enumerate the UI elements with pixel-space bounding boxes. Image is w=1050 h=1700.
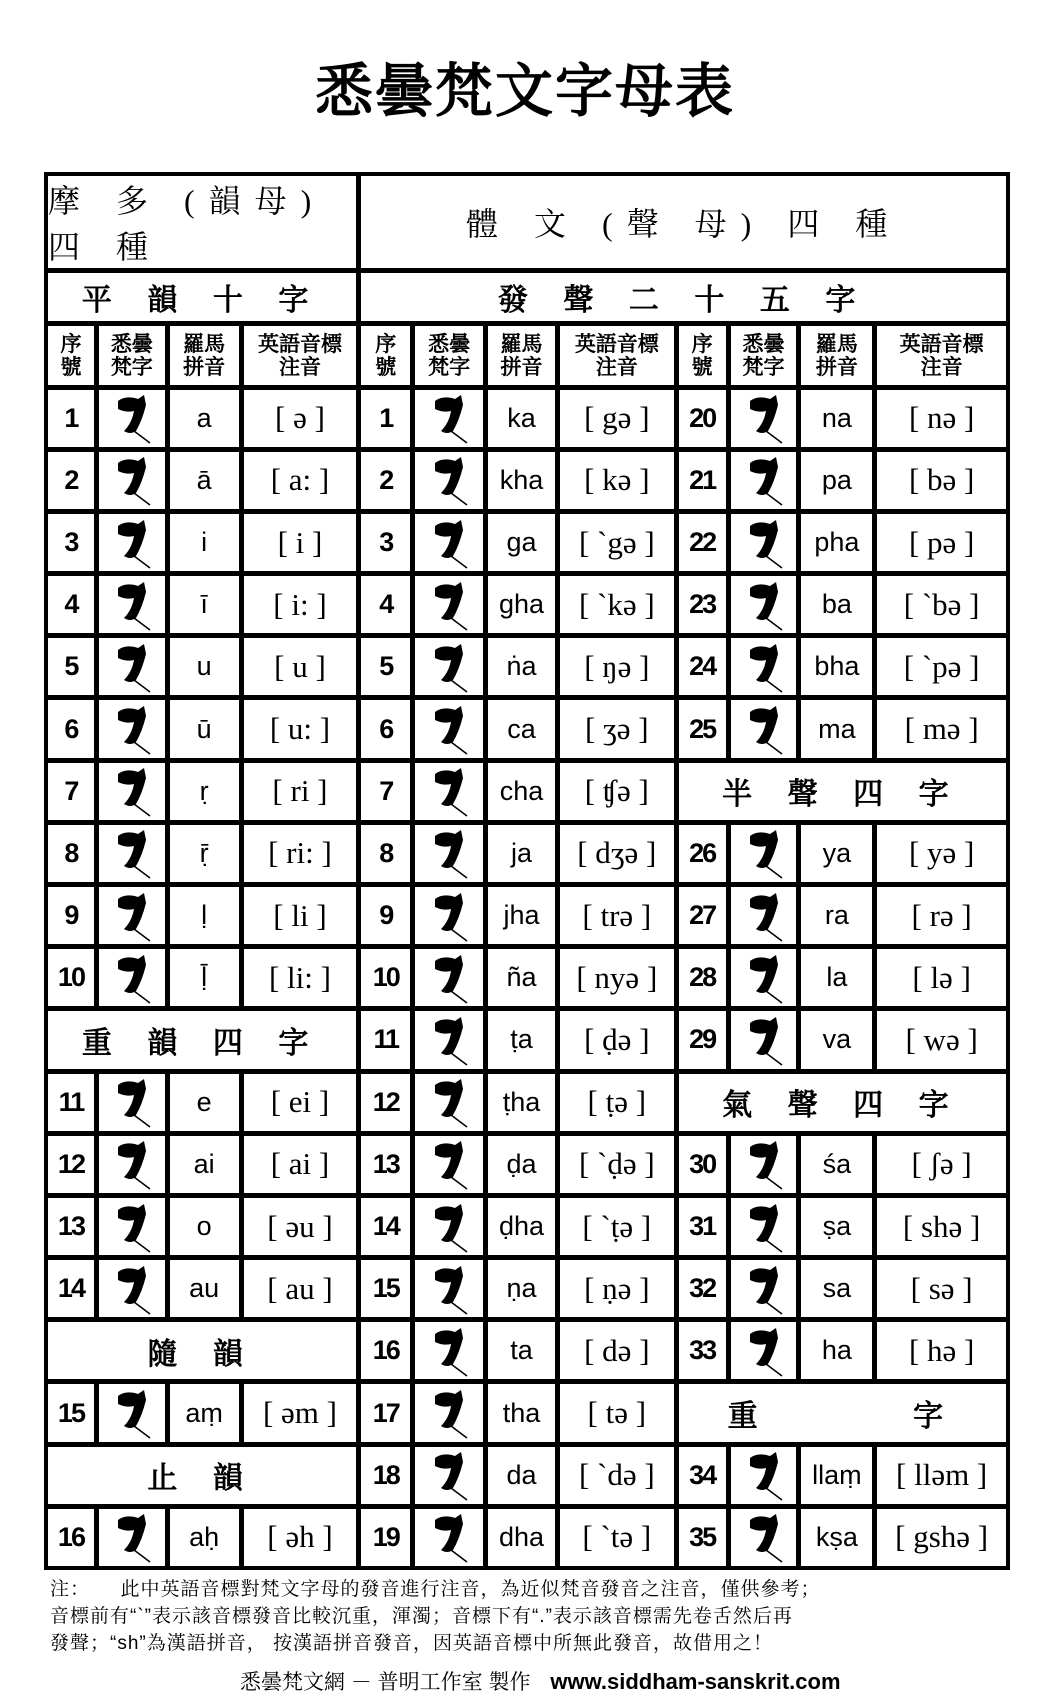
siddham-glyph-icon <box>731 452 797 509</box>
romanization: ba <box>801 576 872 633</box>
ipa-transcription: [ li ] <box>244 887 357 944</box>
ipa-transcription: [ əm ] <box>244 1384 357 1441</box>
romanization: ṛ <box>170 763 239 820</box>
romanization: u <box>170 638 239 695</box>
ipa-transcription: [ rə ] <box>877 887 1006 944</box>
section-consonants-heading: 體 文 (聲 母) 四 種 <box>361 176 1006 268</box>
siddham-glyph-icon <box>731 390 797 447</box>
section-conjuncts: 重 字 <box>679 1384 1006 1441</box>
siddham-glyph-icon <box>99 1384 165 1441</box>
siddham-glyph-icon <box>415 576 483 633</box>
ipa-transcription: [ trə ] <box>560 887 674 944</box>
romanization: ai <box>170 1136 239 1193</box>
siddham-glyph-icon <box>731 1011 797 1068</box>
siddham-glyph-icon <box>99 390 165 447</box>
ipa-transcription: [ tə ] <box>560 1384 674 1441</box>
romanization: ṅa <box>488 638 555 695</box>
letter-number: 4 <box>361 576 410 633</box>
letter-number: 21 <box>679 452 726 509</box>
letter-number: 35 <box>679 1509 726 1566</box>
ipa-transcription: [ i ] <box>244 514 357 571</box>
letter-number: 11 <box>361 1011 410 1068</box>
romanization: ya <box>801 825 872 882</box>
letter-number: 2 <box>48 452 94 509</box>
ipa-transcription: [ a: ] <box>244 452 357 509</box>
letter-number: 1 <box>361 390 410 447</box>
siddham-glyph-icon <box>99 514 165 571</box>
ipa-transcription: [ ṭə ] <box>560 1074 674 1131</box>
ipa-transcription: [ li: ] <box>244 949 357 1006</box>
romanization: ḹ <box>170 949 239 1006</box>
ipa-transcription: [ ə ] <box>244 390 357 447</box>
romanization: kha <box>488 452 555 509</box>
romanization: au <box>170 1260 239 1317</box>
siddham-glyph-icon <box>99 638 165 695</box>
letter-number: 2 <box>361 452 410 509</box>
siddham-glyph-icon <box>99 1074 165 1131</box>
romanization: ka <box>488 390 555 447</box>
ipa-transcription: [ `ṭə ] <box>560 1198 674 1255</box>
siddham-glyph-icon <box>99 576 165 633</box>
ipa-transcription: [ ʒə ] <box>560 700 674 757</box>
letter-number: 8 <box>48 825 94 882</box>
letter-number: 5 <box>48 638 94 695</box>
ipa-transcription: [ `pə ] <box>877 638 1006 695</box>
siddham-glyph-icon <box>415 390 483 447</box>
siddham-glyph-icon <box>99 1136 165 1193</box>
ipa-transcription: [ yə ] <box>877 825 1006 882</box>
siddham-glyph-icon <box>731 1447 797 1504</box>
romanization: ī <box>170 576 239 633</box>
siddham-glyph-icon <box>415 514 483 571</box>
romanization: tha <box>488 1384 555 1441</box>
letter-number: 13 <box>361 1136 410 1193</box>
siddham-glyph-icon <box>731 949 797 1006</box>
section-anusvara: 隨 韻 <box>48 1322 356 1379</box>
romanization: ū <box>170 700 239 757</box>
romanization: ṇa <box>488 1260 555 1317</box>
ipa-transcription: [ sə ] <box>877 1260 1006 1317</box>
ipa-transcription: [ ṇə ] <box>560 1260 674 1317</box>
letter-number: 7 <box>361 763 410 820</box>
letter-number: 9 <box>361 887 410 944</box>
romanization: jha <box>488 887 555 944</box>
siddham-glyph-icon <box>731 825 797 882</box>
letter-number: 10 <box>48 949 94 1006</box>
letter-number: 31 <box>679 1198 726 1255</box>
romanization: ta <box>488 1322 555 1379</box>
siddham-glyph-icon <box>731 887 797 944</box>
siddham-glyph-icon <box>415 763 483 820</box>
siddham-glyph-icon <box>731 1322 797 1379</box>
letter-number: 33 <box>679 1322 726 1379</box>
column-header-siddham: 悉曇 梵字 <box>99 326 165 384</box>
ipa-transcription: [ `bə ] <box>877 576 1006 633</box>
ipa-transcription: [ `də ] <box>560 1447 674 1504</box>
column-header-roman: 羅馬 拼音 <box>170 326 239 384</box>
letter-number: 8 <box>361 825 410 882</box>
ipa-transcription: [ ri ] <box>244 763 357 820</box>
note-line: 發聲；“sh”為漢語拼音， 按漢語拼音發音，因英語音標中所無此發音，故借用之！ <box>50 1633 774 1654</box>
romanization: a <box>170 390 239 447</box>
siddham-glyph-icon <box>415 825 483 882</box>
section-sibilants: 氣 聲 四 字 <box>679 1074 1006 1131</box>
letter-number: 15 <box>361 1260 410 1317</box>
ipa-transcription: [ `kə ] <box>560 576 674 633</box>
romanization: o <box>170 1198 239 1255</box>
section-semivowels: 半 聲 四 字 <box>679 763 1006 820</box>
column-header-number: 序 號 <box>361 326 410 384</box>
siddham-glyph-icon <box>415 1011 483 1068</box>
romanization: i <box>170 514 239 571</box>
romanization: dha <box>488 1509 555 1566</box>
ipa-transcription: [ ai ] <box>244 1136 357 1193</box>
siddham-glyph-icon <box>415 452 483 509</box>
romanization: na <box>801 390 872 447</box>
ipa-transcription: [ ʃə ] <box>877 1136 1006 1193</box>
ipa-transcription: [ əh ] <box>244 1509 357 1566</box>
ipa-transcription: [ nə ] <box>877 390 1006 447</box>
siddham-glyph-icon <box>415 887 483 944</box>
siddham-glyph-icon <box>99 887 165 944</box>
section-stops: 發 聲 二 十 五 字 <box>361 273 1006 321</box>
ipa-transcription: [ əu ] <box>244 1198 357 1255</box>
siddham-glyph-icon <box>731 1136 797 1193</box>
letter-number: 13 <box>48 1198 94 1255</box>
ipa-transcription: [ i: ] <box>244 576 357 633</box>
siddham-glyph-icon <box>99 1198 165 1255</box>
siddham-glyph-icon <box>415 1447 483 1504</box>
ipa-transcription: [ nyə ] <box>560 949 674 1006</box>
siddham-glyph-icon <box>415 1136 483 1193</box>
romanization: cha <box>488 763 555 820</box>
ipa-transcription: [ mə ] <box>877 700 1006 757</box>
romanization: e <box>170 1074 239 1131</box>
column-header-ipa: 英語音標 注音 <box>560 326 674 384</box>
ipa-transcription: [ ei ] <box>244 1074 357 1131</box>
notes <box>50 1576 1020 1657</box>
footer <box>240 1666 841 1696</box>
letter-number: 22 <box>679 514 726 571</box>
siddham-glyph-icon <box>99 763 165 820</box>
siddham-glyph-icon <box>99 825 165 882</box>
ipa-transcription: [ au ] <box>244 1260 357 1317</box>
letter-number: 6 <box>48 700 94 757</box>
ipa-transcription: [ u: ] <box>244 700 357 757</box>
romanization: ña <box>488 949 555 1006</box>
letter-number: 16 <box>48 1509 94 1566</box>
romanization: ā <box>170 452 239 509</box>
section-diphthongs: 重 韻 四 字 <box>48 1011 356 1068</box>
letter-number: 16 <box>361 1322 410 1379</box>
ipa-transcription: [ dʒə ] <box>560 825 674 882</box>
siddham-glyph-icon <box>731 638 797 695</box>
footer-credit: 悉曇梵文網 － 普明工作室 製作 <box>240 1671 531 1694</box>
column-header-number: 序 號 <box>48 326 94 384</box>
ipa-transcription: [ də ] <box>560 1322 674 1379</box>
romanization: gha <box>488 576 555 633</box>
letter-number: 20 <box>679 390 726 447</box>
siddham-glyph-icon <box>731 1198 797 1255</box>
romanization: ḍha <box>488 1198 555 1255</box>
column-header-siddham: 悉曇 梵字 <box>415 326 483 384</box>
siddham-glyph-icon <box>415 1384 483 1441</box>
siddham-glyph-icon <box>731 1260 797 1317</box>
romanization: llaṃ <box>801 1447 872 1504</box>
letter-number: 10 <box>361 949 410 1006</box>
romanization: ṭha <box>488 1074 555 1131</box>
ipa-transcription: [ wə ] <box>877 1011 1006 1068</box>
section-vowels-heading: 摩 多 (韻母) 四 種 <box>48 176 356 268</box>
letter-number: 26 <box>679 825 726 882</box>
romanization: la <box>801 949 872 1006</box>
romanization: pa <box>801 452 872 509</box>
ipa-transcription: [ shə ] <box>877 1198 1006 1255</box>
siddham-glyph-icon <box>731 1509 797 1566</box>
letter-number: 4 <box>48 576 94 633</box>
letter-number: 28 <box>679 949 726 1006</box>
ipa-transcription: [ u ] <box>244 638 357 695</box>
letter-number: 14 <box>361 1198 410 1255</box>
romanization: kṣa <box>801 1509 872 1566</box>
romanization: aṃ <box>170 1384 239 1441</box>
ipa-transcription: [ `ḍə ] <box>560 1136 674 1193</box>
romanization: śa <box>801 1136 872 1193</box>
letter-number: 27 <box>679 887 726 944</box>
ipa-transcription: [ gə ] <box>560 390 674 447</box>
ipa-transcription: [ ḍə ] <box>560 1011 674 1068</box>
siddham-glyph-icon <box>415 1260 483 1317</box>
romanization: ṭa <box>488 1011 555 1068</box>
ipa-transcription: [ ŋə ] <box>560 638 674 695</box>
siddham-glyph-icon <box>731 700 797 757</box>
siddham-glyph-icon <box>415 638 483 695</box>
romanization: bha <box>801 638 872 695</box>
section-visarga: 止 韻 <box>48 1447 356 1504</box>
letter-number: 30 <box>679 1136 726 1193</box>
siddham-glyph-icon <box>415 1074 483 1131</box>
siddham-glyph-icon <box>99 700 165 757</box>
page-title: 悉曇梵文字母表 <box>314 59 735 124</box>
siddham-glyph-icon <box>415 1509 483 1566</box>
ipa-transcription: [ lə ] <box>877 949 1006 1006</box>
letter-number: 12 <box>361 1074 410 1131</box>
romanization: sa <box>801 1260 872 1317</box>
siddham-glyph-icon <box>415 949 483 1006</box>
website-link[interactable]: www.siddham-sanskrit.com <box>550 1669 841 1694</box>
romanization: ma <box>801 700 872 757</box>
romanization: pha <box>801 514 872 571</box>
siddham-glyph-icon <box>99 949 165 1006</box>
column-header-roman: 羅馬 拼音 <box>488 326 555 384</box>
romanization: ṝ <box>170 825 239 882</box>
column-header-ipa: 英語音標 注音 <box>877 326 1006 384</box>
letter-number: 25 <box>679 700 726 757</box>
ipa-transcription: [ pə ] <box>877 514 1006 571</box>
romanization: ha <box>801 1322 872 1379</box>
ipa-transcription: [ bə ] <box>877 452 1006 509</box>
siddham-glyph-icon <box>415 700 483 757</box>
letter-number: 6 <box>361 700 410 757</box>
ipa-transcription: [ hə ] <box>877 1322 1006 1379</box>
section-plain-vowels: 平 韻 十 字 <box>48 273 356 321</box>
siddham-glyph-icon <box>415 1322 483 1379</box>
romanization: ga <box>488 514 555 571</box>
letter-number: 18 <box>361 1447 410 1504</box>
romanization: da <box>488 1447 555 1504</box>
letter-number: 19 <box>361 1509 410 1566</box>
siddham-glyph-icon <box>415 1198 483 1255</box>
letter-number: 7 <box>48 763 94 820</box>
romanization: aḥ <box>170 1509 239 1566</box>
letter-number: 32 <box>679 1260 726 1317</box>
note-line: 音標前有“`”表示該音標發音比較沉重，渾濁；音標下有“.”表示該音標需先卷舌然后再 <box>50 1606 793 1627</box>
ipa-transcription: [ kə ] <box>560 452 674 509</box>
column-header-number: 序 號 <box>679 326 726 384</box>
column-header-ipa: 英語音標 注音 <box>244 326 357 384</box>
ipa-transcription: [ gshə ] <box>877 1509 1006 1566</box>
letter-number: 23 <box>679 576 726 633</box>
letter-number: 11 <box>48 1074 94 1131</box>
letter-number: 14 <box>48 1260 94 1317</box>
ipa-transcription: [ `gə ] <box>560 514 674 571</box>
letter-number: 3 <box>361 514 410 571</box>
letter-number: 15 <box>48 1384 94 1441</box>
ipa-transcription: [ lləm ] <box>877 1447 1006 1504</box>
siddham-glyph-icon <box>731 514 797 571</box>
letter-number: 24 <box>679 638 726 695</box>
siddham-glyph-icon <box>99 1260 165 1317</box>
romanization: ja <box>488 825 555 882</box>
romanization: ṣa <box>801 1198 872 1255</box>
romanization: ca <box>488 700 555 757</box>
letter-number: 9 <box>48 887 94 944</box>
letter-number: 1 <box>48 390 94 447</box>
siddham-glyph-icon <box>99 452 165 509</box>
siddham-glyph-icon <box>731 576 797 633</box>
letter-number: 5 <box>361 638 410 695</box>
romanization: ḷ <box>170 887 239 944</box>
siddham-alphabet-table <box>44 172 1010 1570</box>
note-line: 注： 此中英語音標對梵文字母的發音進行注音，為近似梵音發音之注音，僅供參考； <box>50 1579 821 1600</box>
letter-number: 12 <box>48 1136 94 1193</box>
romanization: va <box>801 1011 872 1068</box>
romanization: ra <box>801 887 872 944</box>
siddham-glyph-icon <box>99 1509 165 1566</box>
column-header-siddham: 悉曇 梵字 <box>731 326 797 384</box>
letter-number: 34 <box>679 1447 726 1504</box>
letter-number: 17 <box>361 1384 410 1441</box>
ipa-transcription: [ `tə ] <box>560 1509 674 1566</box>
letter-number: 3 <box>48 514 94 571</box>
romanization: ḍa <box>488 1136 555 1193</box>
column-header-roman: 羅馬 拼音 <box>801 326 872 384</box>
ipa-transcription: [ ʧə ] <box>560 763 674 820</box>
letter-number: 29 <box>679 1011 726 1068</box>
ipa-transcription: [ ri: ] <box>244 825 357 882</box>
